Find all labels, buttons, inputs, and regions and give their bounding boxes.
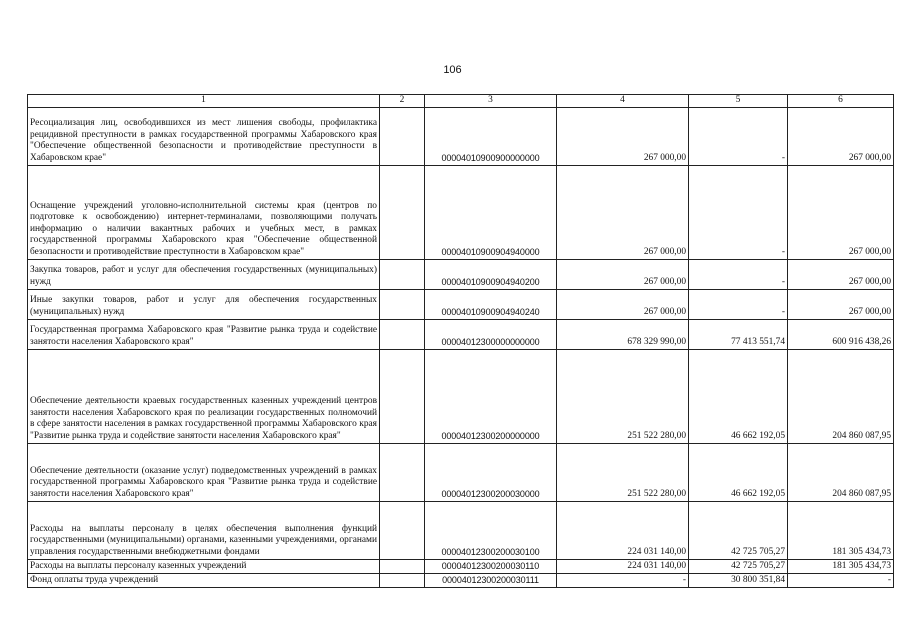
- row-empty-cell: [380, 319, 425, 349]
- row-value-col4: 678 329 990,00: [557, 319, 689, 349]
- row-value-col6: 267 000,00: [788, 259, 894, 289]
- row-value-col6: -: [788, 573, 894, 587]
- row-value-col5: -: [689, 165, 788, 259]
- row-name: Ресоциализация лиц, освободившихся из мест лишения свободы, профилактика рецидивной преступности в рамках государственной программы Хабаровского края "Обеспечение общественной безопасности и противодействие преступности в Хабаровском крае": [28, 107, 380, 165]
- row-value-col4: 224 031 140,00: [557, 559, 689, 573]
- table-row: [28, 289, 894, 319]
- row-code: 00004010900900000000: [425, 107, 557, 165]
- row-code: 00004012300200030110: [425, 559, 557, 573]
- row-value-col5: -: [689, 107, 788, 165]
- row-empty-cell: [380, 259, 425, 289]
- row-value-col6: 600 916 438,26: [788, 319, 894, 349]
- row-empty-cell: [380, 107, 425, 165]
- row-value-col6: 181 305 434,73: [788, 501, 894, 559]
- row-name: Расходы на выплаты персоналу казенных учреждений: [28, 559, 380, 573]
- row-name: Иные закупки товаров, работ и услуг для обеспечения государственных (муниципальных) нужд: [28, 289, 380, 319]
- row-empty-cell: [380, 501, 425, 559]
- row-value-col6: 267 000,00: [788, 165, 894, 259]
- row-value-col4: 267 000,00: [557, 259, 689, 289]
- row-value-col5: 46 662 192,05: [689, 443, 788, 501]
- budget-table: [27, 94, 894, 588]
- row-value-col5: 46 662 192,05: [689, 349, 788, 443]
- row-value-col6: 204 860 087,95: [788, 443, 894, 501]
- row-value-col5: 30 800 351,84: [689, 573, 788, 587]
- row-name: Расходы на выплаты персоналу в целях обеспечения выполнения функций государственными (муниципальными) органами, казенными учреждениями, органами управления государственными внебюджетными фондами: [28, 501, 380, 559]
- column-header: 2: [380, 95, 425, 108]
- row-value-col5: -: [689, 289, 788, 319]
- table-row: [28, 573, 894, 587]
- row-code: 00004012300200030111: [425, 573, 557, 587]
- column-header: 4: [557, 95, 689, 108]
- row-value-col6: 267 000,00: [788, 289, 894, 319]
- row-empty-cell: [380, 165, 425, 259]
- row-empty-cell: [380, 559, 425, 573]
- row-value-col4: 251 522 280,00: [557, 349, 689, 443]
- row-value-col5: -: [689, 259, 788, 289]
- row-empty-cell: [380, 349, 425, 443]
- row-name: Обеспечение деятельности (оказание услуг) подведомственных учреждений в рамках государственной программы Хабаровского края "Развитие рынка труда и содействие занятости населения Хабаровского края": [28, 443, 380, 501]
- row-code: 00004012300000000000: [425, 319, 557, 349]
- row-code: 00004012300200030000: [425, 443, 557, 501]
- row-empty-cell: [380, 573, 425, 587]
- row-name: Государственная программа Хабаровского края "Развитие рынка труда и содействие занятости населения Хабаровского края": [28, 319, 380, 349]
- row-value-col5: 42 725 705,27: [689, 559, 788, 573]
- row-value-col4: 267 000,00: [557, 165, 689, 259]
- row-value-col5: 42 725 705,27: [689, 501, 788, 559]
- row-code: 00004010900904940000: [425, 165, 557, 259]
- row-code: 00004012300200000000: [425, 349, 557, 443]
- row-empty-cell: [380, 443, 425, 501]
- column-header: 1: [28, 95, 380, 108]
- table-row: [28, 349, 894, 443]
- row-value-col4: 267 000,00: [557, 289, 689, 319]
- row-name: Фонд оплаты труда учреждений: [28, 573, 380, 587]
- row-name: Обеспечение деятельности краевых государственных казенных учреждений центров занятости населения Хабаровского края по реализации государственных полномочий в сфере занятости населения в рамках государственной программы Хабаровского края "Развитие рынка труда и содействие занятости населения Хабаровского края": [28, 349, 380, 443]
- row-value-col4: 251 522 280,00: [557, 443, 689, 501]
- column-header: 3: [425, 95, 557, 108]
- table-row: [28, 319, 894, 349]
- table-row: [28, 559, 894, 573]
- table-row: [28, 501, 894, 559]
- row-value-col6: 204 860 087,95: [788, 349, 894, 443]
- table-row: [28, 107, 894, 165]
- row-value-col6: 267 000,00: [788, 107, 894, 165]
- row-code: 00004012300200030100: [425, 501, 557, 559]
- row-code: 00004010900904940200: [425, 259, 557, 289]
- row-code: 00004010900904940240: [425, 289, 557, 319]
- row-value-col6: 181 305 434,73: [788, 559, 894, 573]
- row-empty-cell: [380, 289, 425, 319]
- row-value-col4: 267 000,00: [557, 107, 689, 165]
- table-row: [28, 165, 894, 259]
- row-value-col4: -: [557, 573, 689, 587]
- table-row: [28, 443, 894, 501]
- row-name: Закупка товаров, работ и услуг для обеспечения государственных (муниципальных) нужд: [28, 259, 380, 289]
- row-name: Оснащение учреждений уголовно-исполнительной системы края (центров по подготовке к освобождению) интернет-терминалами, позволяющими получать информацию о наличии вакантных рабочих и учебных мест, в рамках государственной программы Хабаровского края "Обеспечение общественной безопасности и противодействие преступности в Хабаровском крае": [28, 165, 380, 259]
- table-header-row: [28, 95, 894, 108]
- row-value-col5: 77 413 551,74: [689, 319, 788, 349]
- page-number: 106: [443, 64, 462, 76]
- column-header: 5: [689, 95, 788, 108]
- table-row: [28, 259, 894, 289]
- row-value-col4: 224 031 140,00: [557, 501, 689, 559]
- column-header: 6: [788, 95, 894, 108]
